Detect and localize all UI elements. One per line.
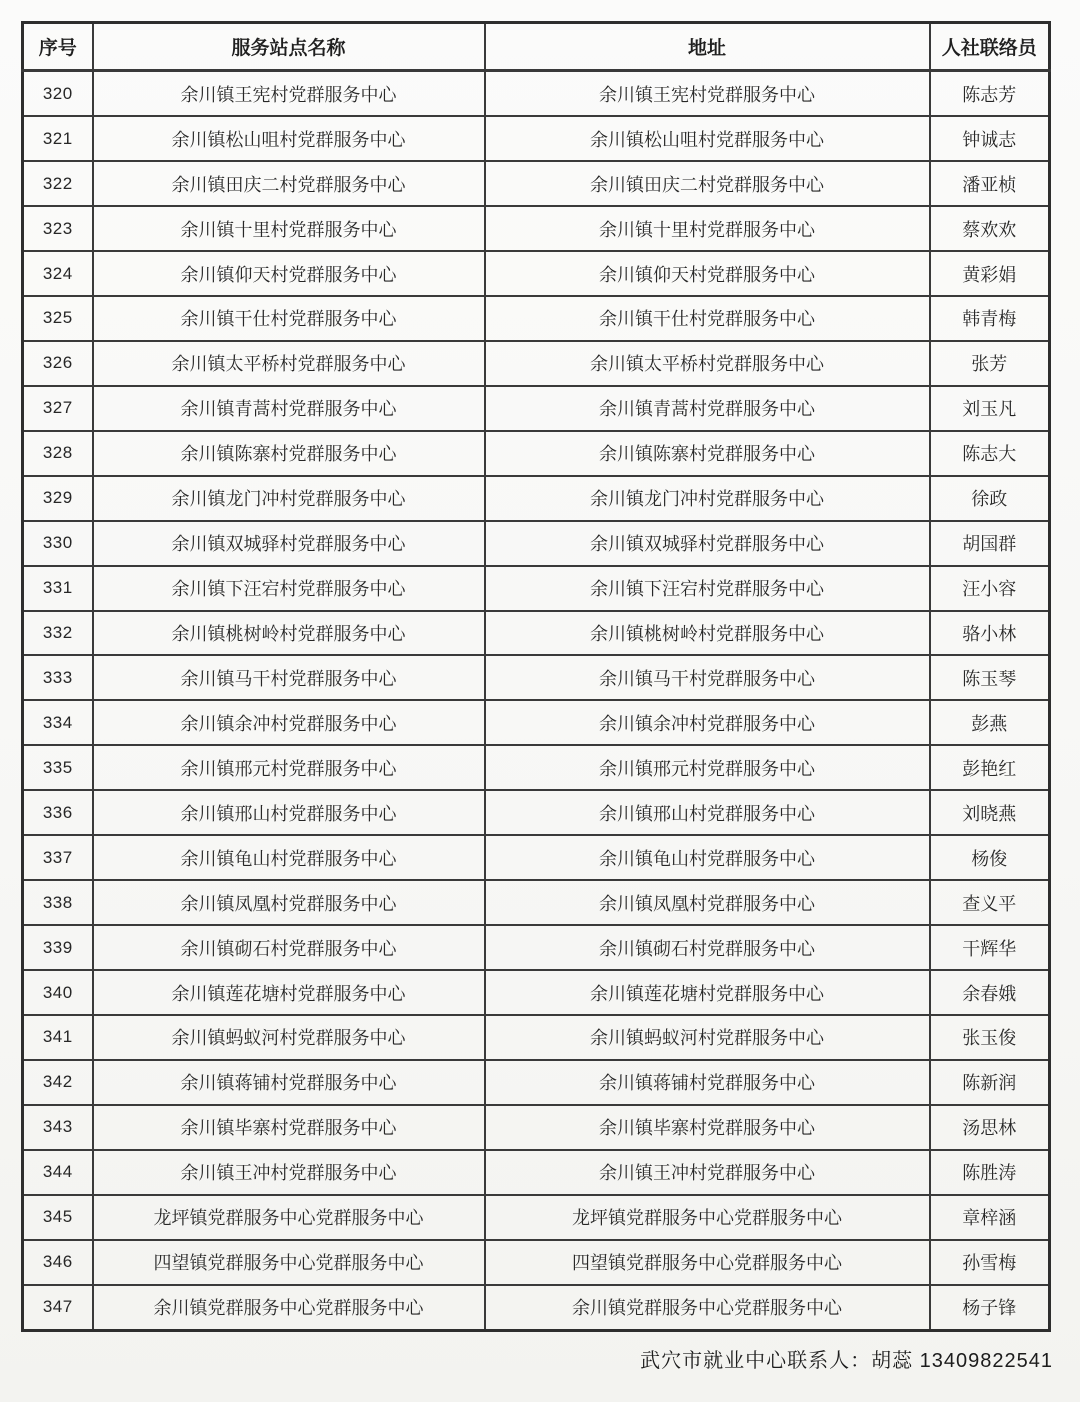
row-index-cell: 340 — [23, 970, 93, 1015]
table-row — [23, 700, 1050, 745]
table-row — [23, 386, 1050, 431]
table-row — [23, 611, 1050, 656]
station-name-cell: 四望镇党群服务中心党群服务中心 — [93, 1240, 485, 1285]
table-row — [23, 161, 1050, 206]
liaison-cell: 孙雪梅 — [930, 1240, 1050, 1285]
station-name-cell: 余川镇砌石村党群服务中心 — [93, 925, 485, 970]
liaison-cell: 章梓涵 — [930, 1195, 1050, 1240]
station-name-cell: 余川镇陈寨村党群服务中心 — [93, 431, 485, 476]
station-name-cell: 余川镇马干村党群服务中心 — [93, 655, 485, 700]
table-row — [23, 341, 1050, 386]
row-index-cell: 327 — [23, 386, 93, 431]
liaison-cell: 查义平 — [930, 880, 1050, 925]
address-cell: 余川镇下汪宕村党群服务中心 — [485, 566, 930, 611]
table-row — [23, 251, 1050, 296]
station-name-cell: 余川镇王冲村党群服务中心 — [93, 1150, 485, 1195]
address-cell: 余川镇龟山村党群服务中心 — [485, 835, 930, 880]
station-name-cell: 余川镇下汪宕村党群服务中心 — [93, 566, 485, 611]
table-row — [23, 1240, 1050, 1285]
address-cell: 余川镇莲花塘村党群服务中心 — [485, 970, 930, 1015]
address-cell: 余川镇桃树岭村党群服务中心 — [485, 611, 930, 656]
row-index-cell: 321 — [23, 116, 93, 161]
table-row — [23, 835, 1050, 880]
liaison-cell: 陈新润 — [930, 1060, 1050, 1105]
station-name-cell: 余川镇双城驿村党群服务中心 — [93, 521, 485, 566]
station-name-cell: 龙坪镇党群服务中心党群服务中心 — [93, 1195, 485, 1240]
liaison-cell: 张玉俊 — [930, 1015, 1050, 1060]
row-index-cell: 338 — [23, 880, 93, 925]
station-name-cell: 余川镇松山咀村党群服务中心 — [93, 116, 485, 161]
row-index-cell: 343 — [23, 1105, 93, 1150]
liaison-cell: 汤思林 — [930, 1105, 1050, 1150]
station-name-cell: 余川镇干仕村党群服务中心 — [93, 296, 485, 341]
liaison-cell: 杨子锋 — [930, 1285, 1050, 1331]
address-cell: 余川镇王冲村党群服务中心 — [485, 1150, 930, 1195]
table-row — [23, 116, 1050, 161]
address-cell: 余川镇青蒿村党群服务中心 — [485, 386, 930, 431]
address-cell: 余川镇松山咀村党群服务中心 — [485, 116, 930, 161]
row-index-cell: 342 — [23, 1060, 93, 1105]
table-row — [23, 1060, 1050, 1105]
station-name-cell: 余川镇太平桥村党群服务中心 — [93, 341, 485, 386]
address-cell: 余川镇王宪村党群服务中心 — [485, 71, 930, 117]
address-cell: 余川镇双城驿村党群服务中心 — [485, 521, 930, 566]
row-index-cell: 332 — [23, 611, 93, 656]
table-row — [23, 970, 1050, 1015]
liaison-cell: 韩青梅 — [930, 296, 1050, 341]
row-index-cell: 324 — [23, 251, 93, 296]
table-row — [23, 790, 1050, 835]
station-name-cell: 余川镇蚂蚁河村党群服务中心 — [93, 1015, 485, 1060]
address-cell: 余川镇干仕村党群服务中心 — [485, 296, 930, 341]
address-cell: 余川镇仰天村党群服务中心 — [485, 251, 930, 296]
table-row — [23, 745, 1050, 790]
row-index-cell: 326 — [23, 341, 93, 386]
liaison-cell: 蔡欢欢 — [930, 206, 1050, 251]
col-header-liaison: 人社联络员 — [930, 23, 1050, 71]
liaison-cell: 潘亚桢 — [930, 161, 1050, 206]
address-cell: 余川镇毕寨村党群服务中心 — [485, 1105, 930, 1150]
service-stations-table-wrap — [21, 21, 1048, 1332]
address-cell: 余川镇太平桥村党群服务中心 — [485, 341, 930, 386]
row-index-cell: 323 — [23, 206, 93, 251]
liaison-cell: 余春娥 — [930, 970, 1050, 1015]
row-index-cell: 330 — [23, 521, 93, 566]
table-row — [23, 521, 1050, 566]
liaison-cell: 黄彩娟 — [930, 251, 1050, 296]
address-cell: 余川镇砌石村党群服务中心 — [485, 925, 930, 970]
station-name-cell: 余川镇王宪村党群服务中心 — [93, 71, 485, 117]
station-name-cell: 余川镇龟山村党群服务中心 — [93, 835, 485, 880]
table-row — [23, 1105, 1050, 1150]
station-name-cell: 余川镇毕寨村党群服务中心 — [93, 1105, 485, 1150]
col-header-station-name: 服务站点名称 — [93, 23, 485, 71]
liaison-cell: 彭燕 — [930, 700, 1050, 745]
table-row — [23, 296, 1050, 341]
address-cell: 余川镇邢元村党群服务中心 — [485, 745, 930, 790]
row-index-cell: 341 — [23, 1015, 93, 1060]
address-cell: 余川镇蚂蚁河村党群服务中心 — [485, 1015, 930, 1060]
row-index-cell: 344 — [23, 1150, 93, 1195]
address-cell: 余川镇余冲村党群服务中心 — [485, 700, 930, 745]
liaison-cell: 张芳 — [930, 341, 1050, 386]
station-name-cell: 余川镇余冲村党群服务中心 — [93, 700, 485, 745]
liaison-cell: 陈志大 — [930, 431, 1050, 476]
row-index-cell: 337 — [23, 835, 93, 880]
table-row — [23, 1285, 1050, 1331]
address-cell: 余川镇十里村党群服务中心 — [485, 206, 930, 251]
table-row — [23, 476, 1050, 521]
liaison-cell: 徐政 — [930, 476, 1050, 521]
address-cell: 余川镇马干村党群服务中心 — [485, 655, 930, 700]
table-row — [23, 880, 1050, 925]
row-index-cell: 331 — [23, 566, 93, 611]
liaison-cell: 骆小林 — [930, 611, 1050, 656]
liaison-cell: 彭艳红 — [930, 745, 1050, 790]
table-row — [23, 1150, 1050, 1195]
liaison-cell: 陈胜涛 — [930, 1150, 1050, 1195]
station-name-cell: 余川镇田庆二村党群服务中心 — [93, 161, 485, 206]
address-cell: 余川镇凤凰村党群服务中心 — [485, 880, 930, 925]
col-header-index: 序号 — [23, 23, 93, 71]
station-name-cell: 余川镇龙门冲村党群服务中心 — [93, 476, 485, 521]
row-index-cell: 347 — [23, 1285, 93, 1331]
liaison-cell: 干辉华 — [930, 925, 1050, 970]
table-row — [23, 1015, 1050, 1060]
liaison-cell: 刘晓燕 — [930, 790, 1050, 835]
table-body — [23, 71, 1050, 1331]
table-row — [23, 71, 1050, 117]
table-header-row — [23, 23, 1050, 71]
row-index-cell: 334 — [23, 700, 93, 745]
employment-center-contact-line: 武穴市就业中心联系人：胡蕊 13409822541 — [640, 1350, 1053, 1372]
row-index-cell: 325 — [23, 296, 93, 341]
liaison-cell: 杨俊 — [930, 835, 1050, 880]
station-name-cell: 余川镇邢元村党群服务中心 — [93, 745, 485, 790]
service-stations-table — [21, 21, 1051, 1332]
table-row — [23, 925, 1050, 970]
liaison-cell: 汪小容 — [930, 566, 1050, 611]
row-index-cell: 339 — [23, 925, 93, 970]
address-cell: 余川镇陈寨村党群服务中心 — [485, 431, 930, 476]
station-name-cell: 余川镇十里村党群服务中心 — [93, 206, 485, 251]
station-name-cell: 余川镇党群服务中心党群服务中心 — [93, 1285, 485, 1331]
station-name-cell: 余川镇邢山村党群服务中心 — [93, 790, 485, 835]
liaison-cell: 刘玉凡 — [930, 386, 1050, 431]
table-row — [23, 206, 1050, 251]
address-cell: 余川镇邢山村党群服务中心 — [485, 790, 930, 835]
address-cell: 龙坪镇党群服务中心党群服务中心 — [485, 1195, 930, 1240]
row-index-cell: 322 — [23, 161, 93, 206]
liaison-cell: 陈志芳 — [930, 71, 1050, 117]
liaison-cell: 钟诚志 — [930, 116, 1050, 161]
row-index-cell: 328 — [23, 431, 93, 476]
station-name-cell: 余川镇仰天村党群服务中心 — [93, 251, 485, 296]
address-cell: 余川镇党群服务中心党群服务中心 — [485, 1285, 930, 1331]
col-header-address: 地址 — [485, 23, 930, 71]
row-index-cell: 320 — [23, 71, 93, 117]
address-cell: 余川镇蒋铺村党群服务中心 — [485, 1060, 930, 1105]
row-index-cell: 346 — [23, 1240, 93, 1285]
address-cell: 四望镇党群服务中心党群服务中心 — [485, 1240, 930, 1285]
row-index-cell: 329 — [23, 476, 93, 521]
table-row — [23, 566, 1050, 611]
row-index-cell: 333 — [23, 655, 93, 700]
station-name-cell: 余川镇桃树岭村党群服务中心 — [93, 611, 485, 656]
station-name-cell: 余川镇凤凰村党群服务中心 — [93, 880, 485, 925]
table-row — [23, 655, 1050, 700]
row-index-cell: 336 — [23, 790, 93, 835]
station-name-cell: 余川镇青蒿村党群服务中心 — [93, 386, 485, 431]
liaison-cell: 陈玉琴 — [930, 655, 1050, 700]
station-name-cell: 余川镇莲花塘村党群服务中心 — [93, 970, 485, 1015]
address-cell: 余川镇龙门冲村党群服务中心 — [485, 476, 930, 521]
table-header — [23, 23, 1050, 71]
table-row — [23, 1195, 1050, 1240]
station-name-cell: 余川镇蒋铺村党群服务中心 — [93, 1060, 485, 1105]
row-index-cell: 345 — [23, 1195, 93, 1240]
address-cell: 余川镇田庆二村党群服务中心 — [485, 161, 930, 206]
table-row — [23, 431, 1050, 476]
row-index-cell: 335 — [23, 745, 93, 790]
liaison-cell: 胡国群 — [930, 521, 1050, 566]
